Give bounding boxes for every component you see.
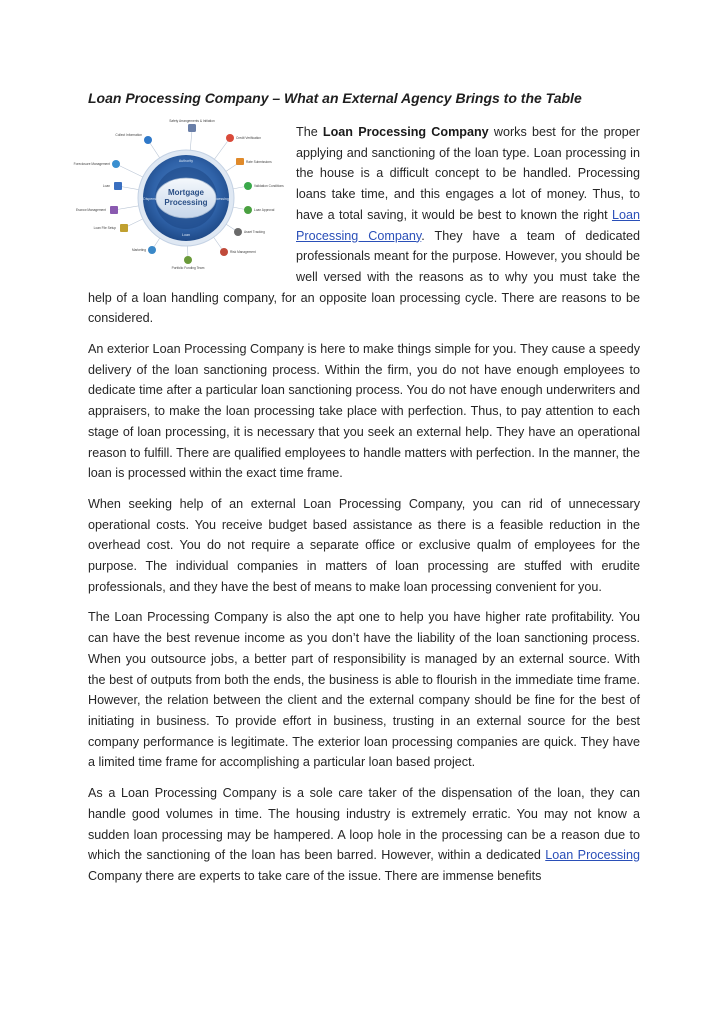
diagram-node-label: Rate Submissions (246, 160, 272, 164)
diagram-node-label: Validation Conditions (254, 184, 284, 188)
loan-processing-link[interactable]: Loan Processing (545, 848, 640, 863)
figure-wrap-spacer (88, 122, 296, 268)
diagram-node-label: Portfolio Funding Team (171, 266, 205, 270)
page-title: Loan Processing Company – What an External Agency Brings to the Table (88, 90, 582, 106)
diagram-node-label: Asset Tracking (244, 230, 265, 234)
diagram-node-label: Collect Information (115, 133, 142, 137)
ring-label: Loan (182, 233, 190, 237)
diagram-node-label: Safety Arrangements & Initiation (169, 119, 215, 123)
p1-tail: . They have a team of dedicated professionals meant for the purpose. However, you should be well versed with the reasons as to why you must take the help of a loan handling company, for an opposite loan processing cycle. There are reasons to be considered. (88, 228, 640, 326)
paragraph-3: When seeking help of an external Loan Processing Company, you can rid of unnecessary operational costs. You receive budget based assistance as there is a feasible reduction in the overhead cost. You do not require a separate office or exclusive qualm of employees for the purpose. The individual companies in matters of loan processing are stuffed with erudite professionals, and they have the best of means to make loan processing convenient for you. (88, 496, 640, 594)
paragraph-5 (88, 783, 640, 887)
diagram-node-label: Foreclosure Management (73, 162, 110, 166)
article-body (88, 122, 640, 897)
p1-bold-company: Loan Processing Company (322, 125, 489, 139)
diagram-node-label: Loan Approval (254, 208, 275, 212)
diagram-node-label: Marketing (132, 248, 146, 252)
diagram-center-label-1: Mortgage (168, 188, 204, 197)
p5-tail: Company there are experts to take care of the issue. There are immense benefits (88, 868, 542, 883)
diagram-node-label: Loan File Setup (93, 226, 116, 230)
ring-label: Processing (211, 197, 229, 201)
paragraph-2: An exterior Loan Processing Company is here to make things simple for you. They cause a speedy delivery of the loan sanctioning process. Within the firm, you do not have enough employees to dedicate time after a particular loan sanctioning process. You do not have enough underwriters and appraisers, to make the loan processing take place with perfection. Thus, to pay attention to each stage of loan processing, it is necessary that you seek an external help. They have an operational reason to fulfill. There are qualified employees to handle matters with perfection. In the manner, the loan is processed within the exact time frame. (88, 342, 640, 481)
diagram-node-label: Loan (102, 184, 110, 188)
diagram-node-label: Risk Management (230, 250, 256, 254)
ring-label: Dispensing (143, 197, 161, 201)
loan-processing-company-link[interactable]: Loan Processing Company (296, 207, 640, 243)
paragraph-4: The Loan Processing Company is also the apt one to help you have higher rate profitability. You can have the best revenue income as you don’t have the liability of the loan sanctioning process. When you outsource jobs, a better part of responsibility is managed by an external source. With the best of outputs from both the ends, the business is able to flourish in the immediate time frame. However, the relation between the client and the external company should be fine for the best of initiating in business. To provide effort in business, trusting in an external source for the best company performance is legitimate. The exterior loan processing companies are quick. They have a limited time frame for accomplishing a particular loan based project. (88, 610, 640, 770)
diagram-node-label: Escrow Management (76, 208, 106, 212)
ring-label: Authority (178, 159, 194, 163)
diagram-center-label-2: Processing (164, 198, 208, 207)
p1-body: works best for the proper applying and sanctioning of the loan type. Loan processing in the house is a difficult concept to be handled. Processing loans take time, and this engages a lot of money. Thus, to have a total saving, it would be best to known the right (296, 125, 640, 222)
diagram-node-label: Credit Verification (236, 136, 261, 140)
p1-lead: The (296, 125, 323, 139)
p5-body: As a Loan Processing Company is a sole care taker of the dispensation of the loan, they can handle good volumes in time. The housing industry is extremely erratic. You may not know a sudden loan processing may be hampered. A loop hole in the processing can be a reason due to which the sanctioning of the loan has been barred. However, within a dedicated (88, 786, 640, 863)
